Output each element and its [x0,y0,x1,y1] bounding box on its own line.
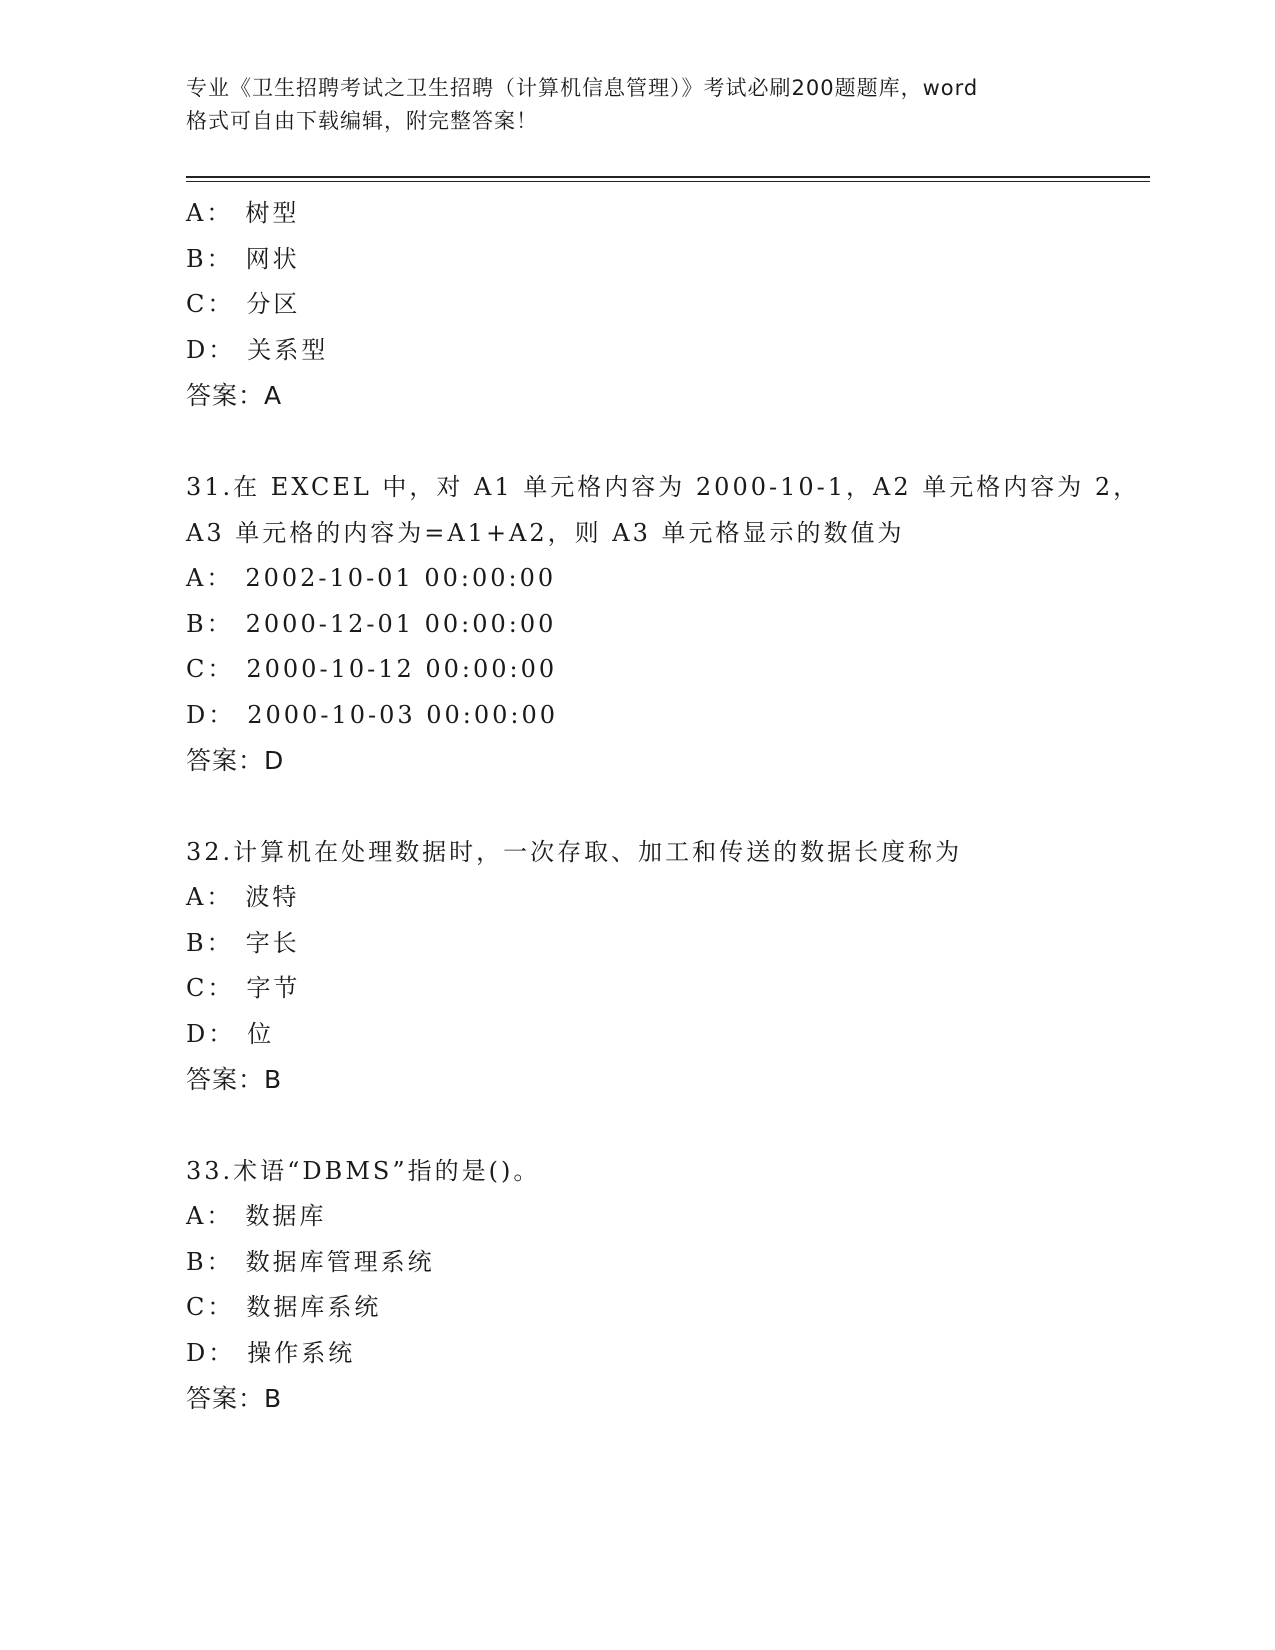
option-c: C： 2000-10-12 00:00:00 [186,655,558,683]
option-b: B： 字长 [186,928,300,957]
header-rule-thin [186,181,1150,182]
option-a: A： 数据库 [186,1202,327,1230]
option-d: D： 关系型 [186,335,329,364]
question-31 [186,464,1166,784]
question-text-line-2: A3 单元格的内容为=A1+A2，则 A3 单元格显示的数值为 [186,519,905,547]
header-rule-thick [186,176,1150,178]
question-text-line-1: 33.术语“DBMS”指的是()。 [186,1157,541,1185]
header-line-2: 格式可自由下载编辑，附完整答案！ [186,109,538,133]
option-a: A： 树型 [186,199,300,227]
option-d: D： 操作系统 [186,1338,356,1367]
question-33 [186,1148,1166,1422]
option-d: D： 2000-10-03 00:00:00 [186,700,559,729]
option-b: B： 网状 [186,244,300,273]
answer-line: 答案：B [186,1384,283,1413]
question-32 [186,829,1166,1103]
option-d: D： 位 [186,1019,275,1048]
document-header [186,72,1086,138]
question-text-line-1: 31.在 EXCEL 中，对 A1 单元格内容为 2000-10-1，A2 单元格内容为 2， [186,473,1141,501]
question-list [186,191,1166,1422]
answer-line: 答案：B [186,1065,283,1094]
option-b: B： 2000-12-01 00:00:00 [186,609,557,638]
header-line-1: 专业《卫生招聘考试之卫生招聘（计算机信息管理）》考试必刷200题题库，word [186,76,979,100]
question-30 [186,191,1166,419]
option-c: C： 分区 [186,290,301,318]
question-text-line-1: 32.计算机在处理数据时，一次存取、加工和传送的数据长度称为 [186,838,963,866]
option-a: A： 2002-10-01 00:00:00 [186,564,557,592]
answer-line: 答案：D [186,746,285,775]
option-a: A： 波特 [186,883,300,911]
answer-line: 答案：A [186,381,283,410]
option-b: B： 数据库管理系统 [186,1247,435,1276]
option-c: C： 数据库系统 [186,1293,382,1321]
option-c: C： 字节 [186,974,301,1002]
